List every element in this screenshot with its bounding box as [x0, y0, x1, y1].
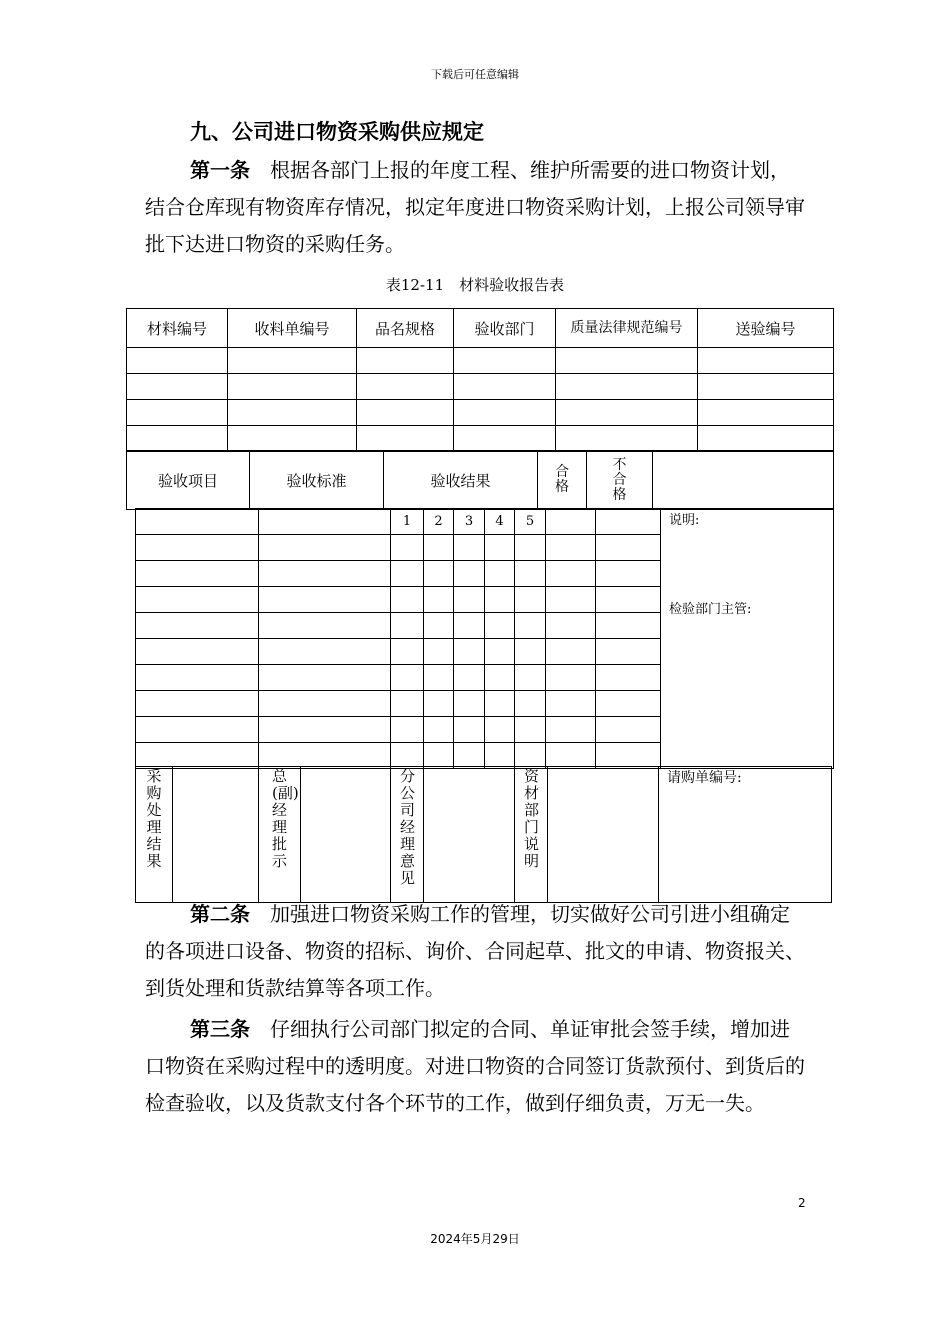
- table-cell[interactable]: [698, 374, 834, 400]
- table-cell[interactable]: [228, 426, 357, 452]
- footer-date: 2024年5月29日: [430, 1232, 520, 1246]
- article-1-text: 根据各部门上报的年度工程、维护所需要的进口物资计划，结合仓库现有物资库存情况，拟定年度进口物资采购计划，上报公司领导审批下达进口物资的采购任务。: [145, 158, 805, 256]
- col-spec: 品名规格: [357, 309, 454, 348]
- remark-cell: [661, 509, 834, 769]
- table-cell[interactable]: [454, 426, 556, 452]
- materials-note-value[interactable]: [548, 767, 659, 903]
- blank-cell: [653, 451, 834, 510]
- result-num-5: 5: [515, 509, 546, 535]
- col-receipt-no: 收料单编号: [228, 309, 357, 348]
- material-info-table: [126, 308, 834, 452]
- remark-label: 说明:: [669, 513, 700, 528]
- col-test-no: 送验编号: [698, 309, 834, 348]
- col-fail: 不合格: [587, 451, 653, 510]
- page-number: 2: [798, 1196, 806, 1210]
- article-2: [145, 896, 805, 1007]
- table-cell[interactable]: [127, 374, 228, 400]
- table-cell[interactable]: [596, 509, 661, 535]
- table-caption: 表12-11 材料验收报告表: [385, 276, 565, 294]
- section-title: 九、公司进口物资采购供应规定: [190, 120, 484, 144]
- table-cell[interactable]: [136, 509, 259, 535]
- result-num-1: 1: [391, 509, 424, 535]
- table-cell[interactable]: [357, 400, 454, 426]
- table-cell[interactable]: [228, 400, 357, 426]
- table-row: [127, 426, 834, 452]
- table-row: [127, 400, 834, 426]
- table-row: [127, 374, 834, 400]
- branch-opinion-label: 分公司经理意见: [391, 767, 424, 903]
- col-inspect-standard: 验收标准: [250, 451, 384, 510]
- requisition-cell: [659, 767, 832, 903]
- table-cell[interactable]: [357, 348, 454, 374]
- supervisor-label: 检验部门主管:: [669, 602, 752, 617]
- col-material-no: 材料编号: [127, 309, 228, 348]
- article-1-lead: 第一条: [190, 158, 250, 182]
- table-cell[interactable]: [454, 374, 556, 400]
- col-inspect-result: 验收结果: [384, 451, 538, 510]
- table-cell[interactable]: [556, 374, 698, 400]
- table-cell[interactable]: [556, 348, 698, 374]
- col-inspect-dept: 验收部门: [454, 309, 556, 348]
- purchase-result-label: 采购处理结果: [136, 767, 173, 903]
- table-cell[interactable]: [698, 400, 834, 426]
- table-cell[interactable]: [698, 348, 834, 374]
- table-cell[interactable]: [127, 348, 228, 374]
- table-cell[interactable]: [454, 400, 556, 426]
- article-2-text: 加强进口物资采购工作的管理，切实做好公司引进小组确定的各项进口设备、物资的招标、询价、合同起草、批文的申请、物资报关、到货处理和货款结算等各项工作。: [145, 902, 805, 1000]
- header-note: 下载后可任意编辑: [431, 68, 519, 81]
- col-inspect-item: 验收项目: [127, 451, 250, 510]
- branch-opinion-value[interactable]: [424, 767, 515, 903]
- table-cell[interactable]: [228, 374, 357, 400]
- table-cell[interactable]: [546, 509, 596, 535]
- table-cell[interactable]: [556, 426, 698, 452]
- col-quality-code: 质量法律规范编号: [556, 309, 698, 348]
- article-3-lead: 第三条: [190, 1017, 250, 1041]
- table-row: [136, 509, 834, 535]
- table-row: [127, 348, 834, 374]
- purchase-result-value[interactable]: [173, 767, 259, 903]
- article-1: [145, 152, 805, 263]
- materials-note-label: 资材部门说明: [515, 767, 548, 903]
- inspection-detail-table: [135, 508, 834, 769]
- requisition-label: 请购单编号:: [667, 770, 742, 786]
- article-3: [145, 1011, 805, 1122]
- manager-approval-value[interactable]: [301, 767, 391, 903]
- approval-table: [135, 766, 832, 903]
- table-cell[interactable]: [259, 509, 391, 535]
- table-cell[interactable]: [556, 400, 698, 426]
- table-cell[interactable]: [127, 400, 228, 426]
- result-num-4: 4: [485, 509, 515, 535]
- table-cell[interactable]: [357, 426, 454, 452]
- table-cell[interactable]: [698, 426, 834, 452]
- article-2-lead: 第二条: [190, 902, 250, 926]
- result-num-3: 3: [454, 509, 485, 535]
- table-cell[interactable]: [228, 348, 357, 374]
- table-cell[interactable]: [357, 374, 454, 400]
- inspection-header-table: [126, 450, 834, 510]
- manager-approval-label: 总(副)经理批示: [259, 767, 301, 903]
- table-cell[interactable]: [127, 426, 228, 452]
- article-3-text: 仔细执行公司部门拟定的合同、单证审批会签手续，增加进口物资在采购过程中的透明度。对进口物资的合同签订货款预付、到货后的检查验收，以及货款支付各个环节的工作，做到仔细负责，万无一失。: [145, 1017, 805, 1115]
- col-pass: 合格: [538, 451, 587, 510]
- result-num-2: 2: [424, 509, 454, 535]
- table-cell[interactable]: [454, 348, 556, 374]
